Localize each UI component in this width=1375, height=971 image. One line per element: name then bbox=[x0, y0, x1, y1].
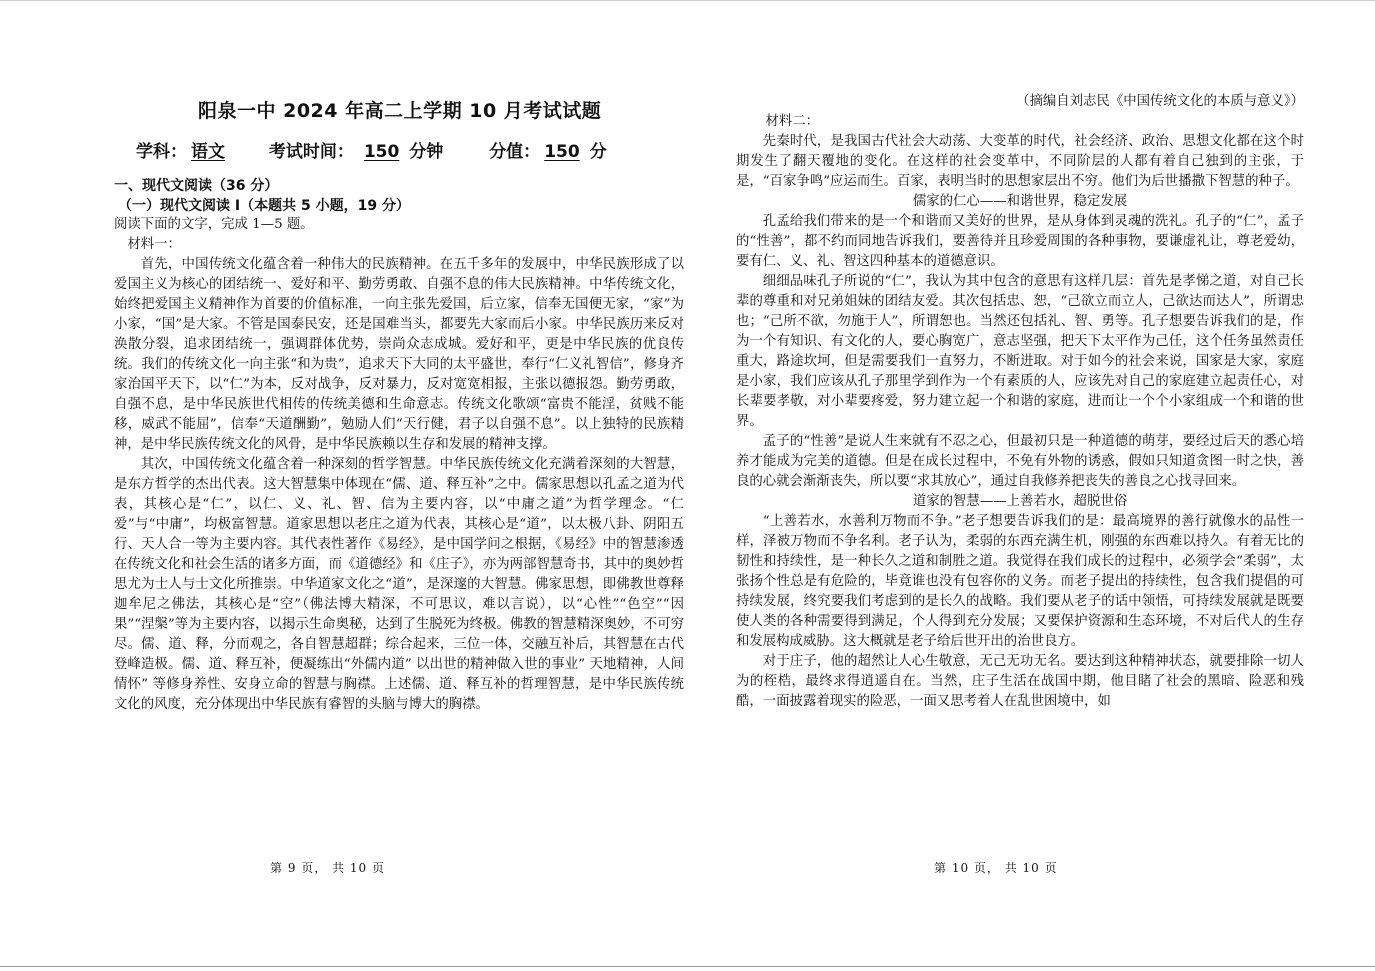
paragraph: 对于庄子，他的超然让人心生敬意，无己无功无名。要达到这种精神状态，就要排除一切人为的桎梏，最终求得逍遥自在。当然，庄子生活在战国中期，他目睹了社会的黑暗、险恶和残酷，一面披露着现实的险恶，一面又思考着人在乱世困境中，如 bbox=[736, 654, 1304, 709]
time-unit: 分钟 bbox=[409, 142, 444, 162]
exam-meta-line bbox=[136, 137, 696, 162]
subject-value: 语文 bbox=[191, 142, 225, 162]
instruction-text: 阅读下面的文字，完成 1—5 题。 bbox=[114, 217, 314, 232]
section-heading: 一、现代文阅读（36 分） bbox=[114, 178, 279, 194]
subsection-heading: （一）现代文阅读 I（本题共 5 小题，19 分） bbox=[118, 198, 410, 214]
time-value: 150 bbox=[363, 142, 400, 162]
page-bottom-border bbox=[0, 966, 1375, 967]
paragraph: 孟子的“性善”是说人生来就有不忍之心，但最初只是一种道德的萌芽，要经过后天的悉心培养才能成为完美的道德。但是在成长过程中，不免有外物的诱惑，假如只知道贪图一时之快，善良的心就会渐渐丧失，所以要“求其放心”，通过自我修养把丧失的善良之心找寻回来。 bbox=[736, 434, 1304, 489]
subheading-confucian: 儒家的仁心——和谐世界，稳定发展 bbox=[912, 194, 1128, 209]
subheading-taoist: 道家的智慧——上善若水，超脱世俗 bbox=[912, 494, 1128, 509]
material-one-label: 材料一： bbox=[127, 237, 181, 252]
material-two-label: 材料二： bbox=[765, 114, 820, 129]
paragraph: 孔孟给我们带来的是一个和谐而又美好的世界，是从身体到灵魂的洗礼。孔子的“仁”，孟子的“性善”，都不约而同地告诉我们，要善待并且珍爱周围的各种事物，要谦虚礼让，尊老爱幼，要有仁、义、礼、智这四种基本的道德意识。 bbox=[736, 214, 1304, 269]
page-title: 阳泉一中 2024 年高二上学期 10 月考试试题 bbox=[198, 100, 602, 122]
left-column-text bbox=[114, 215, 684, 715]
page-top-border bbox=[0, 0, 1375, 1]
score-value: 150 bbox=[544, 142, 580, 162]
footer-page-number-right: 第 10 页， 共 10 页 bbox=[934, 861, 1058, 875]
paragraph: 先秦时代，是我国古代社会大动荡、大变革的时代，社会经济、政治、思想文化都在这个时期发生了翻天覆地的变化。在这样的社会变革中，不同阶层的人都有着自己独到的主张，于是，“百家争鸣”应运而生。百家，表明当时的思想家层出不穷。他们为后世播撒下智慧的种子。 bbox=[736, 134, 1304, 189]
score-label: 分值： bbox=[489, 142, 541, 162]
paragraph: 其次，中国传统文化蕴含着一种深刻的哲学智慧。中华民族传统文化充满着深刻的大智慧，是东方哲学的杰出代表。这大智慧集中体现在“儒、道、释互补”之中。儒家思想以孔孟之道为代表，其核心是“仁”，以仁、义、礼、智、信为主要内容，以“中庸之道”为哲学理念。“仁爱”与“中庸”，均极富智慧。道家思想以老庄之道为代表，其核心是“道”，以太极八卦、阴阳五行、天人合一等为主要内容。其代表性著作《易经》，是中国学问之根据，《易经》中的智慧渗透在传统文化和社会生活的诸多方面，而《道德经》和《庄子》，亦为两部智慧奇书，其中的奥妙哲思尤为士人与士文化所推崇。中华道家文化之“道”，是深邃的大智慧。佛家思想，即佛教世尊释迦牟尼之佛法，其核心是“空”（佛法博大精深，不可思议，难以言说），以“心性”“色空”“因果”“涅槃”等为主要内容，以揭示生命奥秘，达到了生脱死为终极。佛教的智慧精深奥妙，不可穷尽。儒、道、释，分而观之，各自智慧超群；综合起来，三位一体，交融互补后，其智慧在古代登峰造极。儒、道、释互补，便凝练出“外儒内道” 以出世的精神做入世的事业” 天地精神，人间情怀” 等修身养性、安身立命的智慧与胸襟。上述儒、道、释互补的哲理智慧，是中华民族传统文化的风度，充分体现出中华民族有睿智的头脑与博大的胸襟。 bbox=[114, 457, 684, 712]
footer-page-number-left: 第 9 页， 共 10 页 bbox=[270, 861, 385, 875]
paragraph: “上善若水，水善利万物而不争。”老子想要告诉我们的是：最高境界的善行就像水的品性一样，泽被万物而不争名利。老子认为，柔弱的东西充满生机，刚强的东西难以持久。有着无比的韧性和持续性，是一种长久之道和制胜之道。我觉得在我们成长的过程中，必须学会“柔弱”，太张扬个性总是有危险的，毕竟谁也没有包容你的义务。而老子提出的持续性，包含我们提倡的可持续发展，终究要我们考虑到的是长久的战略。我们要从老子的话中领悟，可持续发展就是既要使人类的各种需要得到满足，个人得到充分发展；又要保护资源和生态环境，不对后代人的生存和发展构成威胁。这大概就是老子给后世开出的治世良方。 bbox=[736, 514, 1304, 649]
right-column-text bbox=[736, 92, 1304, 712]
paragraph: 细细品味孔子所说的“仁”，我认为其中包含的意思有这样几层：首先是孝悌之道，对自己长辈的尊重和对兄弟姐妹的团结友爱。其次包括忠、恕，“己欲立而立人，己欲达而达人”，所谓忠也；“己所不欲，勿施于人”，所谓恕也。当然还包括礼、智、勇等。孔子想要告诉我们的是，作为一个有知识、有文化的人，要心胸宽广，意志坚强，把天下太平作为己任，这个任务虽然责任重大，路途坎坷，但是需要我们一直努力，不断进取。对于如今的社会来说，国家是大家，家庭是小家，我们应该从孔子那里学到作为一个有素质的人，应该先对自己的家庭建立起责任心，对长辈要孝敬，对小辈要疼爱，努力建立起一个和谐的家庭，进而让一个个小家组成一个和谐的世界。 bbox=[736, 274, 1304, 429]
source-citation: （摘编自刘志民《中国传统文化的本质与意义》） bbox=[1016, 94, 1304, 109]
score-unit: 分 bbox=[589, 142, 607, 162]
time-label: 考试时间： bbox=[268, 142, 354, 162]
paragraph: 首先，中国传统文化蕴含着一种伟大的民族精神。在五千多年的发展中，中华民族形成了以爱国主义为核心的团结统一、爱好和平、勤劳勇敢、自强不息的伟大民族精神。中华传统文化，始终把爱国主义精神作为首要的价值标准，一向主张先爱国，后立家，信奉无国便无家，“家”为小家，“国”是大家。不管是国泰民安，还是国难当头，都要先大家而后小家。中华民族历来反对涣散分裂，追求团结统一，强调群体优势，崇尚众志成城。爱好和平，更是中华民族的优良传统。我们的传统文化一向主张“和为贵”，追求天下大同的太平盛世，奉行“仁义礼智信”，修身齐家治国平天下，以“仁”为本，反对战争，反对暴力，反对宽宽相报，主张以德报怨。勤劳勇敢，自强不息，是中华民族世代相传的传统美德和生命意志。传统文化歌颂“富贵不能淫，贫贱不能移，威武不能屈”，信奉“天道酬勤”，勉励人们“天行健，君子以自强不息”。以上独特的民族精神，是中华民族传统文化的风骨，是中华民族赖以生存和发展的精神支撑。 bbox=[114, 257, 684, 452]
subject-label: 学科： bbox=[136, 142, 187, 162]
